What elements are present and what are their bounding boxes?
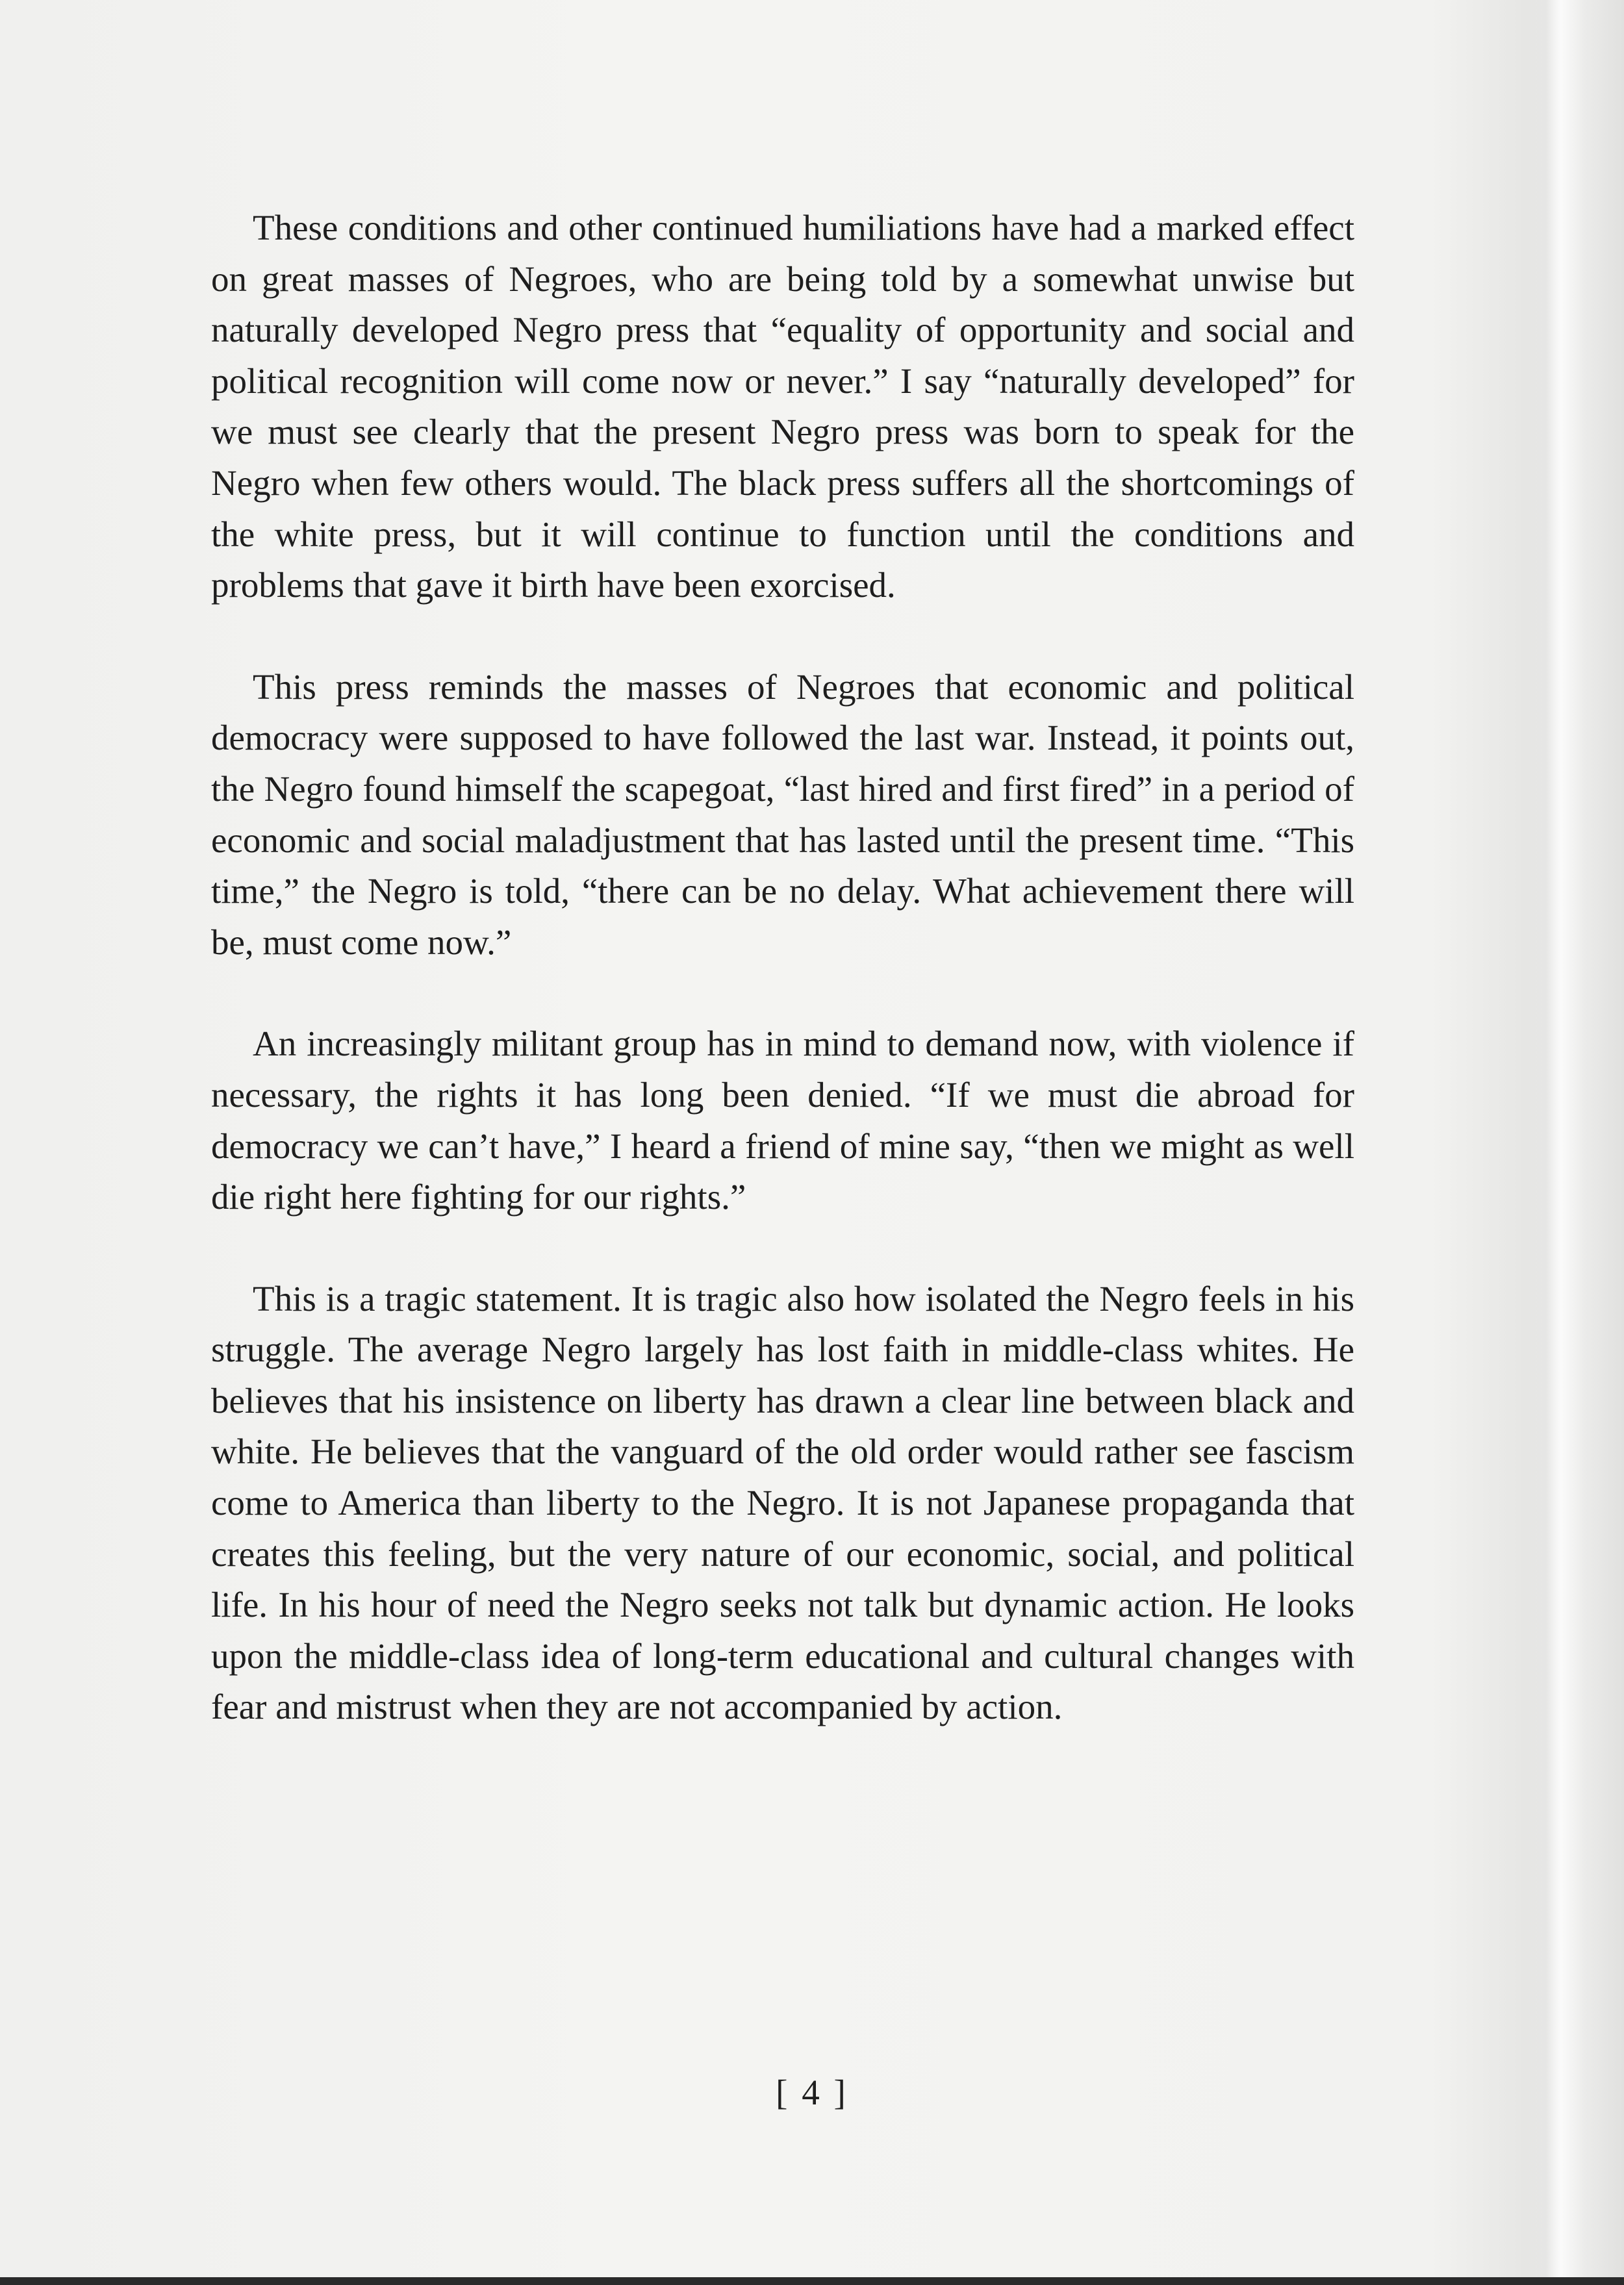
body-text xyxy=(211,203,1354,1784)
paragraph-4: This is a tragic statement. It is tragic also how isolated the Negro feels in his struggle. The average Negro largely has lost faith in middle-class whites. He believes that his insistence on liberty has drawn a clear line between black and white. He believes that the vanguard of the old order would rather see fascism come to America than liberty to the Negro. It is not Japanese propaganda that creates this feeling, but the very nature of our economic, social, and political life. In his hour of need the Negro seeks not talk but dynamic action. He looks upon the middle-class idea of long-term educational and cultural changes with fear and mistrust when they are not accompanied by action. xyxy=(211,1278,1354,1727)
page-edge-shadow xyxy=(1527,0,1624,2285)
scan-bottom-edge xyxy=(0,2277,1624,2285)
paragraph-1: These conditions and other continued humiliations have had a marked effect on great masses of Negroes, who are being told by a somewhat unwise but naturally developed Negro press that “equality of opportunity and social and political recognition will come now or never.” I say “naturally developed” for we must see clearly that the present Negro press was born to speak for the Negro when few others would. The black press suffers all the shortcomings of the white press, but it will continue to function until the conditions and problems that gave it birth have been exorcised. xyxy=(211,208,1354,605)
page-number: [ 4 ] xyxy=(776,2073,848,2112)
paragraph-3: An increasingly militant group has in mind to demand now, with violence if necessary, the rights it has long been denied. “If we must die abroad for democracy we can’t have,” I heard a friend of mine say, “then we might as well die right here fighting for our rights.” xyxy=(211,1024,1354,1217)
paragraph-2: This press reminds the masses of Negroes that economic and political democracy were supposed to have followed the last war. Instead, it points out, the Negro found himself the scapegoat, “last hired and first fired” in a period of economic and social maladjustment that has lasted until the present time. “This time,” the Negro is told, “there can be no delay. What achievement there will be, must come now.” xyxy=(211,666,1354,962)
